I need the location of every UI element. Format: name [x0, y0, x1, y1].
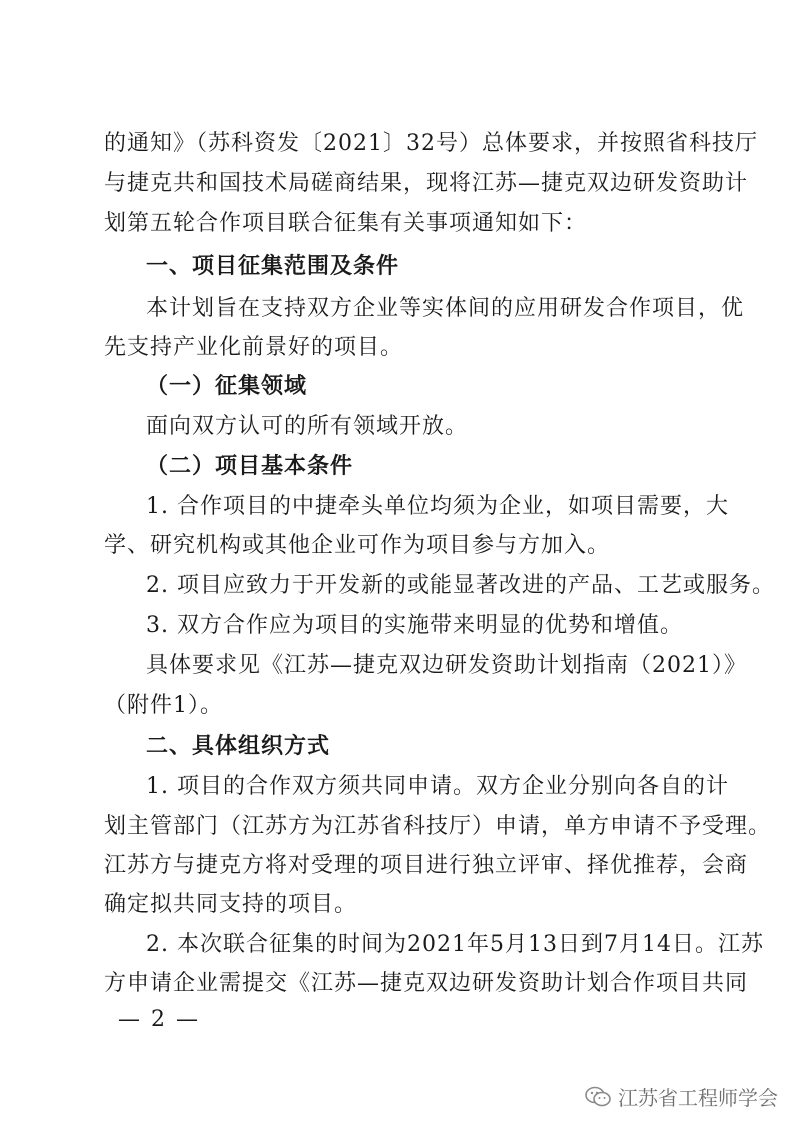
watermark — [584, 1082, 778, 1111]
page-number: — 2 — — [118, 1007, 200, 1032]
paragraph-line: 面向双方认可的所有领域开放。 — [146, 414, 469, 439]
paragraph-line: 先支持产业化前景好的项目。 — [104, 335, 404, 360]
list-item: 3. 双方合作应为项目的实施带来明显的优势和增值。 — [146, 613, 683, 638]
paragraph-line: 划主管部门（江苏方为江苏省科技厅）申请，单方申请不予受理。 — [104, 814, 772, 839]
wechat-icon — [584, 1085, 612, 1109]
paragraph-line: 具体要求见《江苏—捷克双边研发资助计划指南（2021）》 — [146, 653, 747, 678]
subsection-heading-1: （一）征集领域 — [146, 374, 308, 399]
paragraph-line: 与捷克共和国技术局磋商结果，现将江苏—捷克双边研发资助计 — [104, 171, 749, 196]
section-heading-2: 二、具体组织方式 — [146, 734, 331, 759]
paragraph-line: 学、研究机构或其他企业可作为项目参与方加入。 — [104, 533, 611, 558]
paragraph-line: 方申请企业需提交《江苏—捷克双边研发资助计划合作项目共同 — [104, 971, 749, 996]
list-item: 1. 项目的合作双方须共同申请。双方企业分别向各自的计 — [146, 774, 729, 799]
watermark-text: 江苏省工程师学会 — [618, 1086, 778, 1110]
paragraph-line: 江苏方与捷克方将对受理的项目进行独立评审、择优推荐，会商 — [104, 853, 749, 878]
paragraph-line: 本计划旨在支持双方企业等实体间的应用研发合作项目，优 — [146, 296, 745, 321]
paragraph-line: 划第五轮合作项目联合征集有关事项通知如下： — [104, 211, 588, 236]
paragraph-line: （附件1）。 — [104, 693, 223, 718]
subsection-heading-2: （二）项目基本条件 — [146, 454, 354, 479]
list-item: 2. 项目应致力于开发新的或能显著改进的产品、工艺或服务。 — [146, 573, 775, 598]
paragraph-line: 确定拟共同支持的项目。 — [104, 892, 358, 917]
paragraph-line: 的通知》（苏科资发〔2021〕32号）总体要求，并按照省科技厅 — [104, 131, 758, 156]
section-heading-1: 一、项目征集范围及条件 — [146, 254, 400, 279]
list-item: 1. 合作项目的中捷牵头单位均须为企业，如项目需要，大 — [146, 494, 729, 519]
list-item: 2. 本次联合征集的时间为2021年5月13日到7月14日。江苏 — [146, 932, 764, 957]
